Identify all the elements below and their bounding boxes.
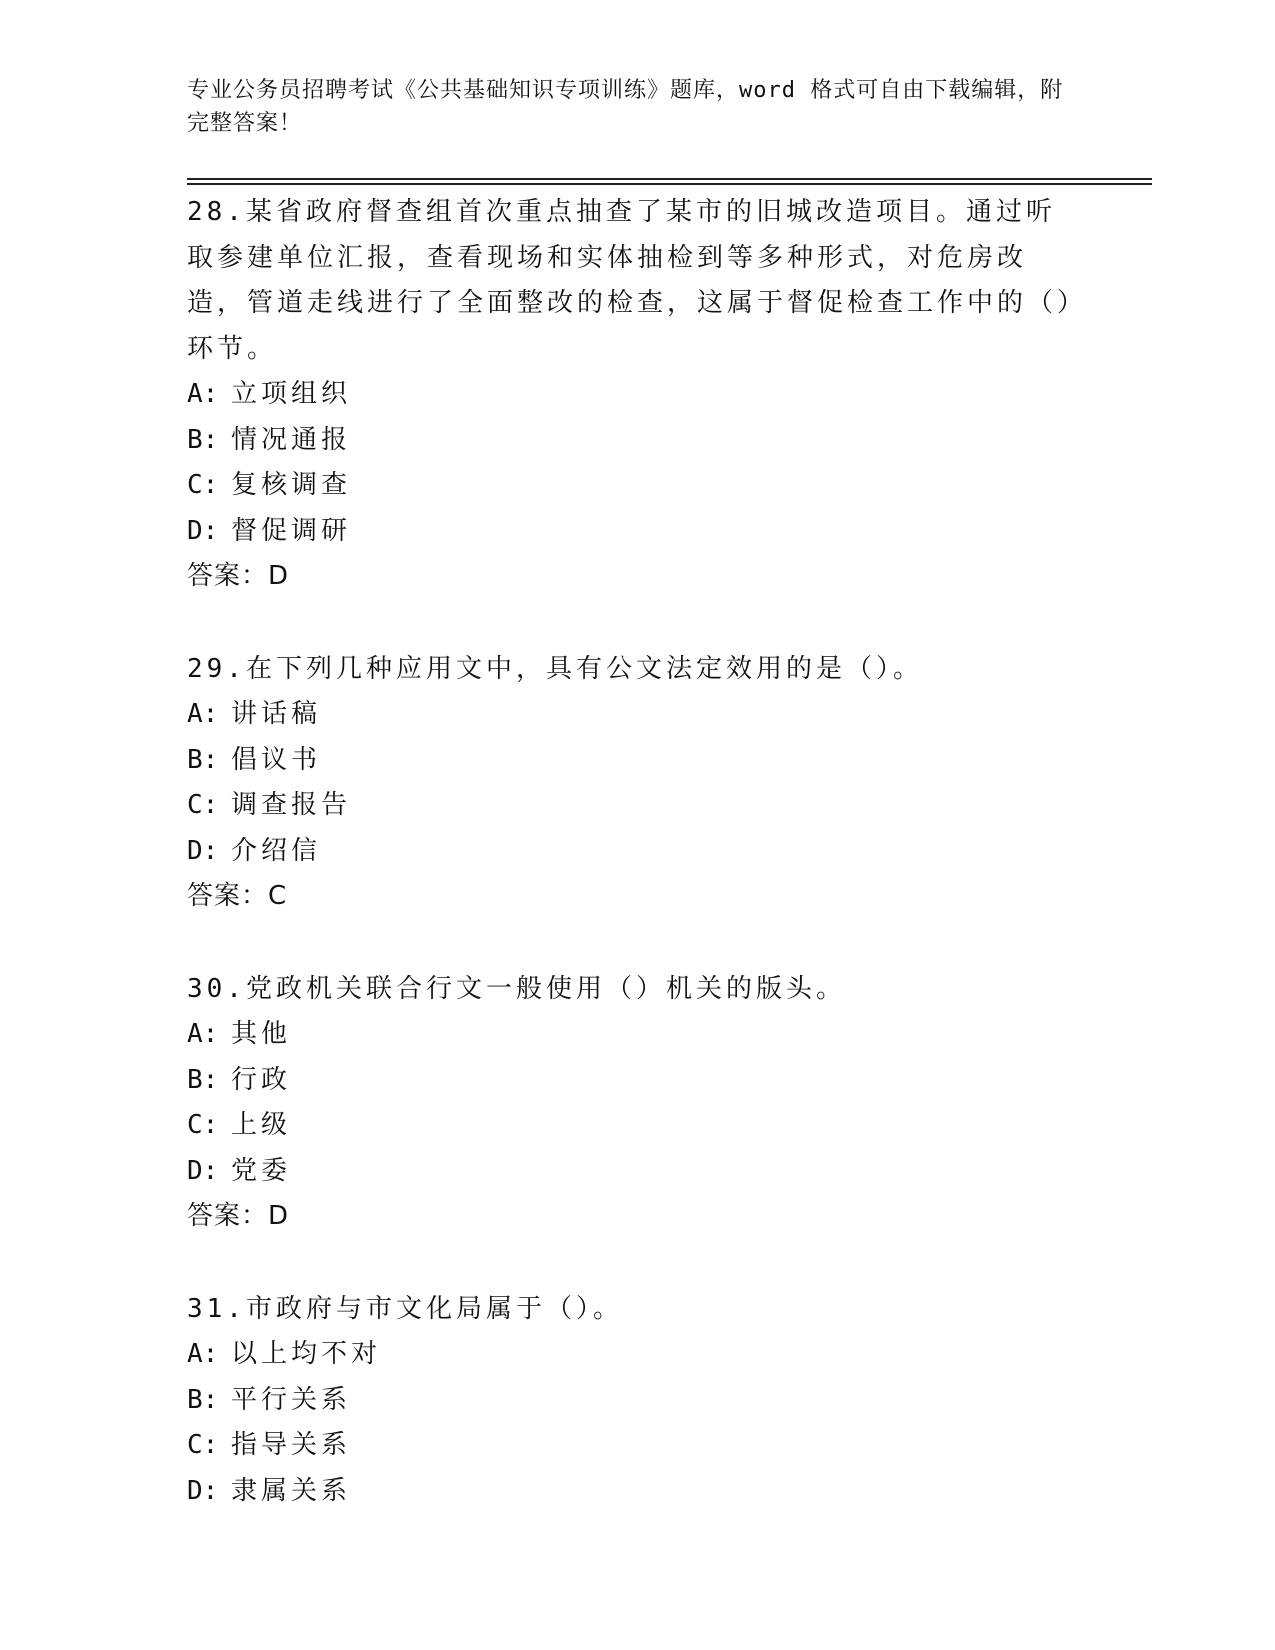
option-a: [187, 692, 1087, 738]
option-d: [187, 1149, 1087, 1195]
option-d: [187, 509, 1087, 555]
option-d: [187, 1469, 1087, 1515]
option-a: [187, 372, 1087, 418]
question-stem: 29.在下列几种应用文中，具有公文法定效用的是（）。: [187, 653, 923, 684]
option-b: [187, 1378, 1087, 1424]
option-key: C:: [187, 1110, 219, 1140]
option-c: [187, 1423, 1087, 1469]
option-key: D:: [187, 515, 219, 546]
question-29: [187, 647, 1087, 920]
option-d: [187, 829, 1087, 875]
option-c: [187, 783, 1087, 829]
header-divider-top: [187, 178, 1152, 180]
option-text: 复核调查: [231, 470, 352, 500]
option-key: D:: [187, 1475, 219, 1506]
option-key: A:: [187, 1019, 219, 1049]
option-text: 立项组织: [231, 379, 352, 409]
option-key: A:: [187, 699, 219, 729]
option-key: C:: [187, 470, 219, 500]
option-text: 调查报告: [231, 790, 352, 820]
option-key: D:: [187, 835, 219, 866]
option-c: [187, 1103, 1087, 1149]
option-a: [187, 1012, 1087, 1058]
option-key: B:: [187, 744, 219, 775]
option-key: C:: [187, 1430, 219, 1460]
option-b: [187, 1058, 1087, 1104]
option-text: 情况通报: [231, 424, 352, 455]
option-text: 督促调研: [231, 515, 352, 546]
option-key: D:: [187, 1155, 219, 1186]
option-text: 党委: [231, 1155, 292, 1186]
question-stem: 28.某省政府督查组首次重点抽查了某市的旧城改造项目。通过听取参建单位汇报，查看现场和实体抽检到等多种形式，对危房改造，管道走线进行了全面整改的检查，这属于督促检查工作中的（）环节。: [187, 197, 1075, 364]
option-text: 以上均不对: [231, 1339, 382, 1369]
option-text: 平行关系: [231, 1384, 352, 1415]
option-key: B:: [187, 424, 219, 455]
option-b: [187, 738, 1087, 784]
option-key: B:: [187, 1064, 219, 1095]
question-stem: 31.市政府与市文化局属于（）。: [187, 1293, 623, 1324]
document-header: 专业公务员招聘考试《公共基础知识专项训练》题库，word 格式可自由下载编辑，附完整答案！: [187, 78, 1064, 136]
option-text: 指导关系: [231, 1430, 352, 1460]
question-28: [187, 190, 1087, 600]
option-key: A:: [187, 1339, 219, 1369]
answer-line: 答案：C: [187, 881, 288, 911]
option-text: 隶属关系: [231, 1475, 352, 1506]
option-c: [187, 463, 1087, 509]
option-text: 倡议书: [231, 744, 322, 775]
question-stem: 30.党政机关联合行文一般使用（）机关的版头。: [187, 973, 846, 1004]
option-key: A:: [187, 379, 219, 409]
option-b: [187, 418, 1087, 464]
option-text: 讲话稿: [231, 699, 322, 729]
answer-line: 答案：D: [187, 1201, 290, 1231]
question-30: [187, 967, 1087, 1240]
answer-line: 答案：D: [187, 561, 290, 591]
option-key: C:: [187, 790, 219, 820]
option-text: 介绍信: [231, 835, 322, 866]
question-list: [187, 190, 1087, 1514]
option-text: 其他: [231, 1019, 292, 1049]
option-text: 上级: [231, 1110, 292, 1140]
option-key: B:: [187, 1384, 219, 1415]
header-divider-bottom: [187, 183, 1152, 185]
option-a: [187, 1332, 1087, 1378]
question-31: [187, 1287, 1087, 1515]
option-text: 行政: [231, 1064, 292, 1095]
